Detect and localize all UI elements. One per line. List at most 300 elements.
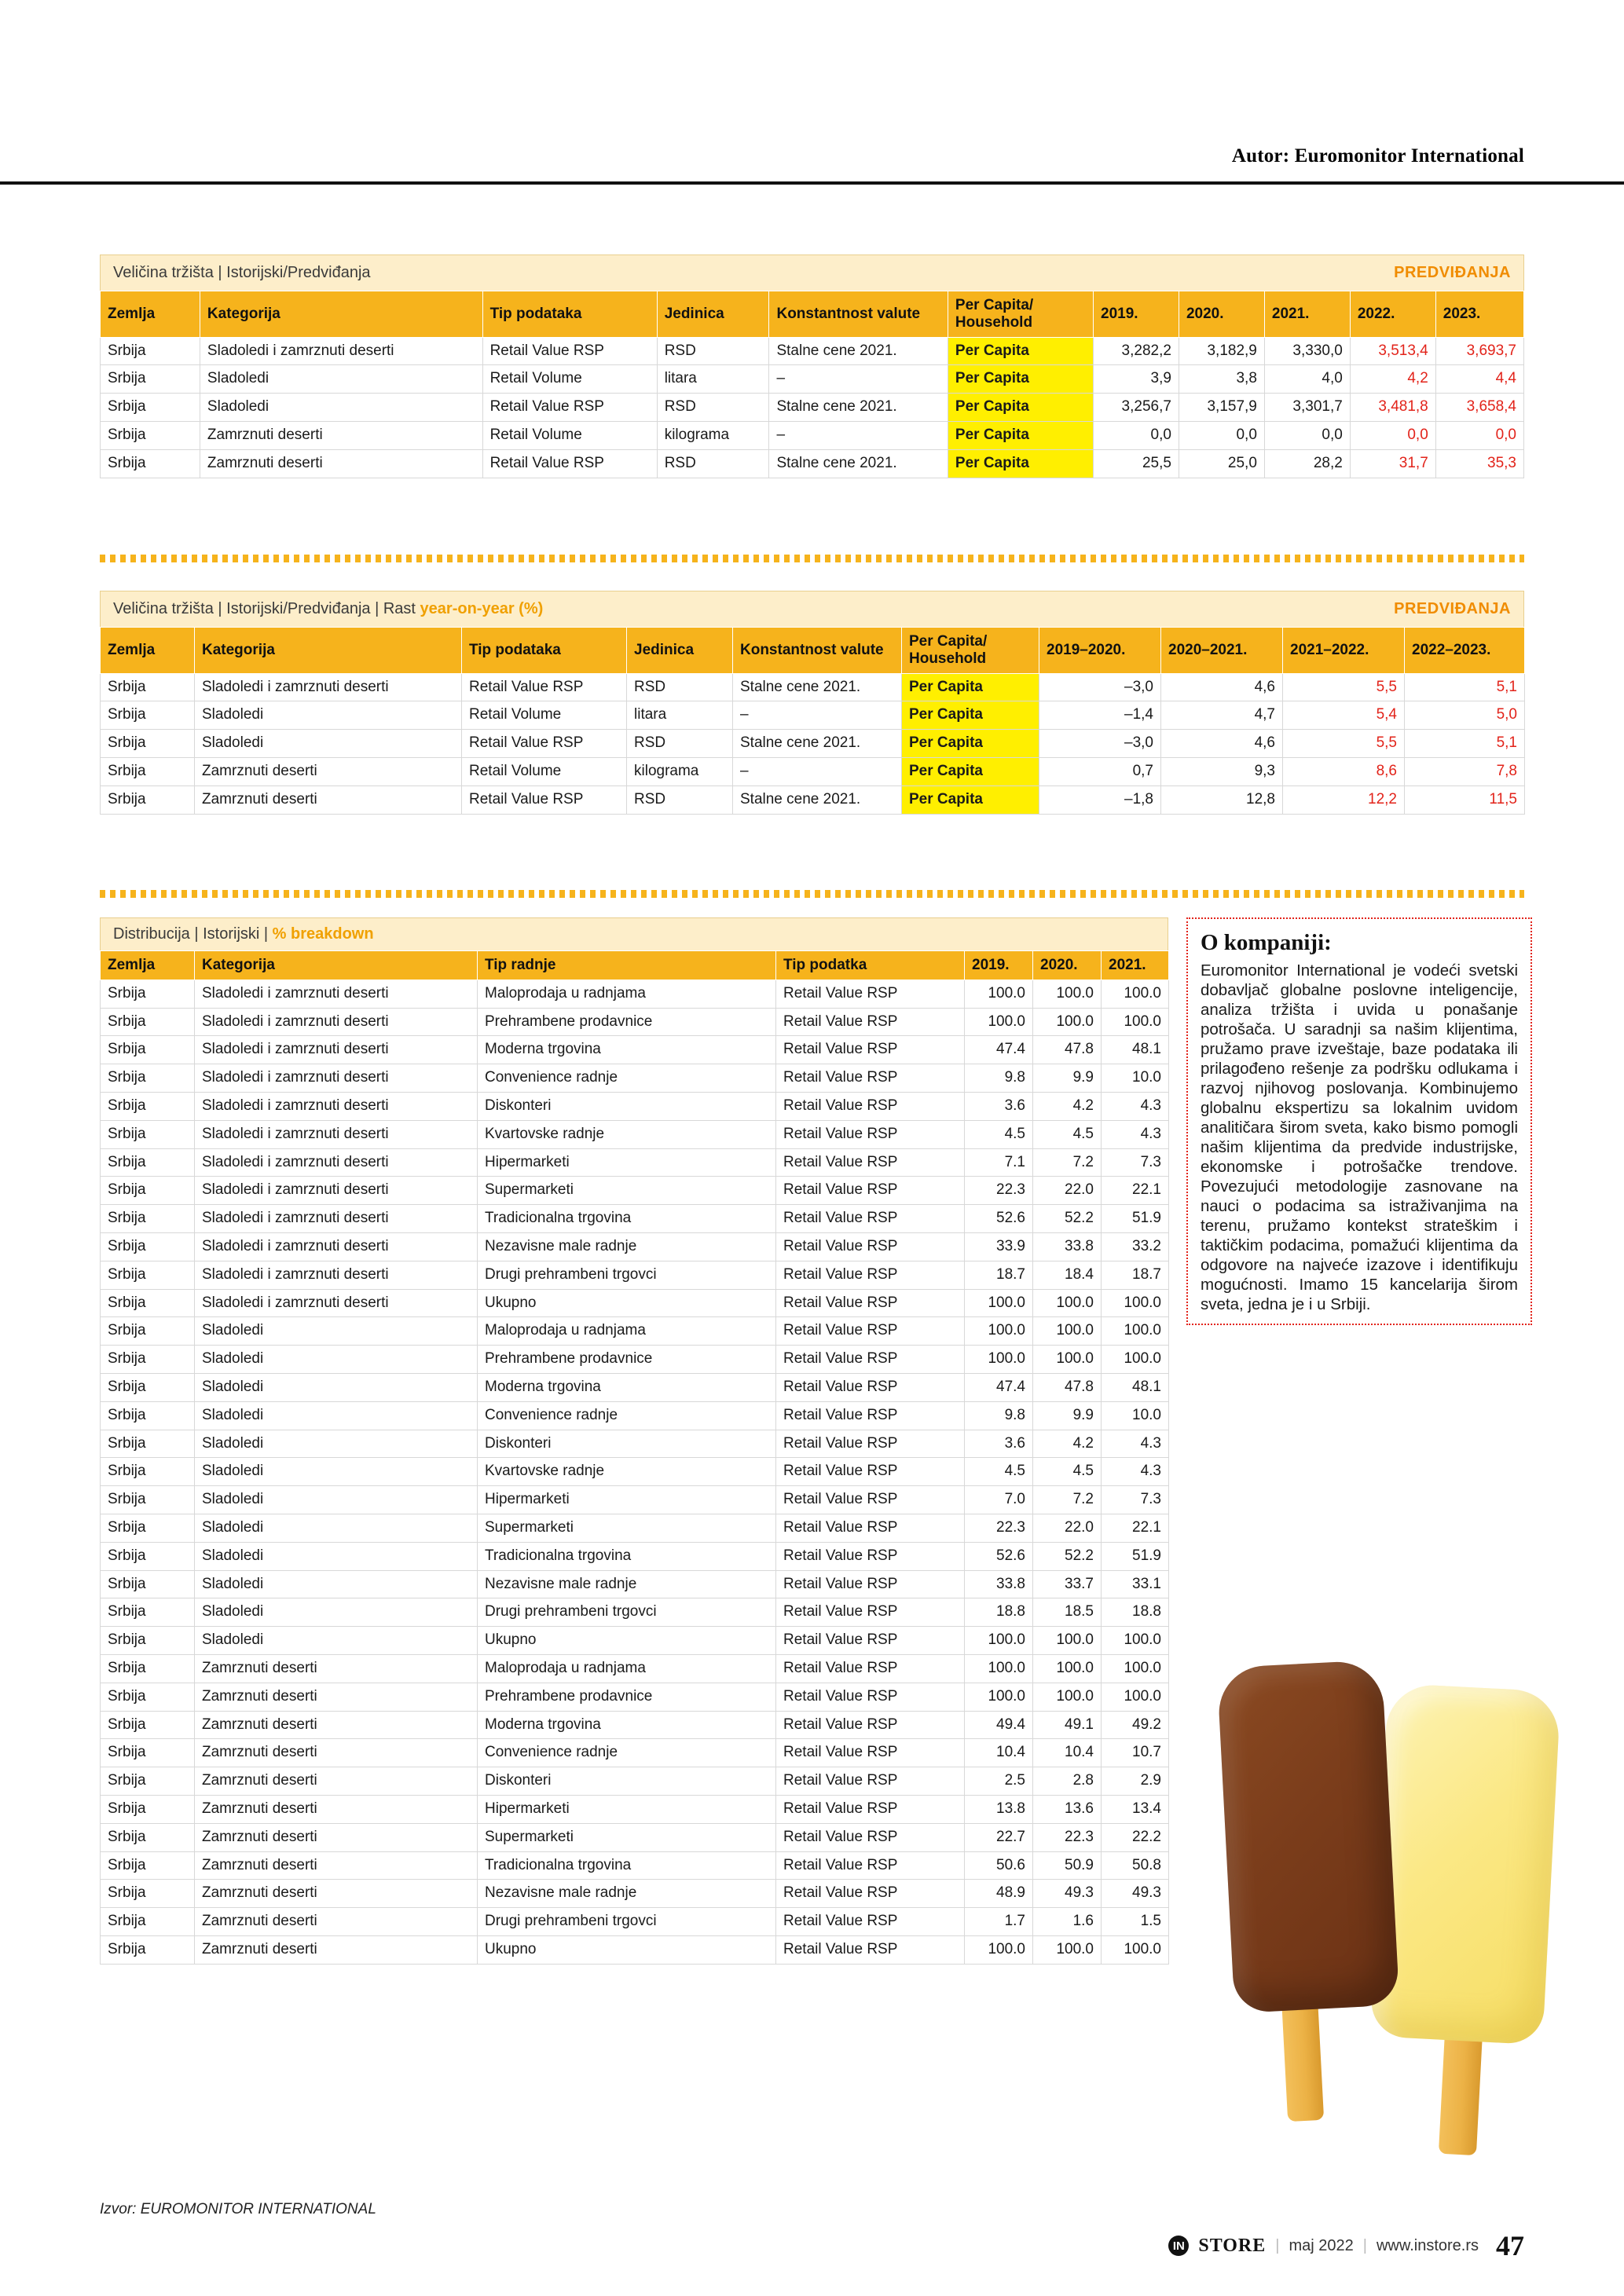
cell-r8-c2: Sladoledi i zamrznuti deserti [195, 1177, 478, 1205]
cell-r5-c3: Diskonteri [478, 1093, 776, 1121]
cell-r6-c2: Sladoledi i zamrznuti deserti [195, 1120, 478, 1148]
ice-cream-illustration [1202, 1626, 1571, 2168]
column-header-8: 2020–2021. [1161, 628, 1283, 674]
cell-r1-c8: 4,6 [1161, 673, 1283, 701]
cell-r20-c6: 22.0 [1033, 1514, 1102, 1542]
cell-r4-c11: 0,0 [1435, 422, 1523, 450]
cell-r2-c2: Sladoledi i zamrznuti deserti [195, 1008, 478, 1036]
cell-r4-c3: Convenience radnje [478, 1064, 776, 1093]
cell-r24-c2: Sladoledi [195, 1627, 478, 1655]
cell-r4-c3: Retail Volume [482, 422, 657, 450]
cell-r5-c4: Retail Value RSP [776, 1093, 965, 1121]
cell-r19-c2: Sladoledi [195, 1486, 478, 1514]
cell-r2-c1: Srbija [101, 701, 195, 730]
growth-title-accent: year-on-year (%) [420, 600, 544, 617]
cell-r34-c7: 1.5 [1102, 1908, 1169, 1936]
cell-r5-c7: –1,8 [1039, 785, 1161, 814]
column-header-7: 2021. [1102, 951, 1169, 980]
table-row [101, 1908, 1169, 1936]
table-row [101, 1317, 1169, 1346]
cell-r19-c1: Srbija [101, 1486, 195, 1514]
cell-r5-c1: Srbija [101, 449, 200, 478]
cell-r18-c6: 4.5 [1033, 1458, 1102, 1486]
market-size-title-bar [100, 255, 1524, 291]
cell-r6-c4: Retail Value RSP [776, 1120, 965, 1148]
cell-r15-c1: Srbija [101, 1374, 195, 1402]
cell-r29-c3: Diskonteri [478, 1767, 776, 1796]
column-header-4: Jedinica [657, 291, 769, 338]
cell-r2-c9: 5,4 [1283, 701, 1405, 730]
cell-r4-c4: Retail Value RSP [776, 1064, 965, 1093]
column-header-7: 2019–2020. [1039, 628, 1161, 674]
cell-r34-c4: Retail Value RSP [776, 1908, 965, 1936]
cell-r21-c5: 52.6 [965, 1542, 1033, 1570]
cell-r9-c2: Sladoledi i zamrznuti deserti [195, 1205, 478, 1233]
cell-r9-c7: 51.9 [1102, 1205, 1169, 1233]
cell-r8-c3: Supermarketi [478, 1177, 776, 1205]
cell-r2-c10: 4,2 [1350, 365, 1435, 394]
cell-r35-c5: 100.0 [965, 1935, 1033, 1964]
cell-r16-c2: Sladoledi [195, 1401, 478, 1430]
cell-r15-c3: Moderna trgovina [478, 1374, 776, 1402]
cell-r23-c3: Drugi prehrambeni trgovci [478, 1598, 776, 1627]
growth-title-bar [100, 591, 1524, 627]
table-row [101, 1120, 1169, 1148]
distribution-title-bar [100, 917, 1168, 950]
cell-r9-c6: 52.2 [1033, 1205, 1102, 1233]
cell-r18-c7: 4.3 [1102, 1458, 1169, 1486]
cell-r1-c2: Sladoledi i zamrznuti deserti [200, 337, 482, 365]
cell-r21-c6: 52.2 [1033, 1542, 1102, 1570]
cell-r18-c1: Srbija [101, 1458, 195, 1486]
cell-r21-c4: Retail Value RSP [776, 1542, 965, 1570]
cell-r17-c2: Sladoledi [195, 1430, 478, 1458]
cell-r4-c2: Zamrznuti deserti [200, 422, 482, 450]
cell-r34-c5: 1.7 [965, 1908, 1033, 1936]
cell-r12-c2: Sladoledi i zamrznuti deserti [195, 1289, 478, 1317]
cell-r3-c2: Sladoledi i zamrznuti deserti [195, 1036, 478, 1064]
page-number: 47 [1496, 2230, 1524, 2261]
cell-r21-c1: Srbija [101, 1542, 195, 1570]
cell-r3-c9: 3,301,7 [1264, 394, 1350, 422]
table-row [101, 1739, 1169, 1767]
cell-r3-c5: 47.4 [965, 1036, 1033, 1064]
column-header-3: Tip podataka [462, 628, 627, 674]
cell-r18-c3: Kvartovske radnje [478, 1458, 776, 1486]
cell-r15-c2: Sladoledi [195, 1374, 478, 1402]
table-row [101, 1683, 1169, 1711]
table-row [101, 394, 1524, 422]
cell-r17-c6: 4.2 [1033, 1430, 1102, 1458]
cell-r21-c7: 51.9 [1102, 1542, 1169, 1570]
table-row [101, 1233, 1169, 1262]
footer-separator-2: | [1362, 2236, 1367, 2254]
cell-r3-c6: Per Capita [948, 394, 1093, 422]
website-url[interactable]: www.instore.rs [1376, 2236, 1479, 2254]
table-row [101, 1880, 1169, 1908]
table-row [101, 1767, 1169, 1796]
cell-r8-c1: Srbija [101, 1177, 195, 1205]
column-header-11: 2023. [1435, 291, 1523, 338]
cell-r3-c7: –3,0 [1039, 730, 1161, 758]
table-row [101, 1711, 1169, 1739]
cell-r1-c2: Sladoledi i zamrznuti deserti [195, 980, 478, 1008]
cell-r14-c5: 100.0 [965, 1346, 1033, 1374]
cell-r8-c7: 22.1 [1102, 1177, 1169, 1205]
cell-r35-c7: 100.0 [1102, 1935, 1169, 1964]
cell-r1-c1: Srbija [101, 337, 200, 365]
cell-r1-c9: 5,5 [1283, 673, 1405, 701]
cell-r1-c5: Stalne cene 2021. [733, 673, 902, 701]
cell-r28-c2: Zamrznuti deserti [195, 1739, 478, 1767]
column-header-6: 2020. [1033, 951, 1102, 980]
cell-r3-c1: Srbija [101, 730, 195, 758]
column-header-7: 2019. [1094, 291, 1179, 338]
cell-r4-c7: 10.0 [1102, 1064, 1169, 1093]
cell-r5-c2: Zamrznuti deserti [195, 785, 462, 814]
cell-r21-c3: Tradicionalna trgovina [478, 1542, 776, 1570]
ice-cream-stick-right [1439, 2030, 1483, 2155]
page-author: Autor: Euromonitor International [1231, 145, 1524, 167]
cell-r13-c2: Sladoledi [195, 1317, 478, 1346]
cell-r3-c5: Stalne cene 2021. [733, 730, 902, 758]
column-header-9: 2021–2022. [1283, 628, 1405, 674]
cell-r14-c3: Prehrambene prodavnice [478, 1346, 776, 1374]
instore-logo-icon: IN [1168, 2236, 1189, 2256]
company-text: Euromonitor International je vodeći svetski dobavljač globalne poslovne inteligencije, analiza tržišta i uvida u ponašanje potrošača. U saradnji sa našim klijentima, pružamo prave izveštaje, baze podataka ili prilagođeno rešenje za podršku odlukama i razvoj njihovog poslovanja. Kombinujemo globalnu ekspertizu sa lokalnim uvidom analitičara širom sveta, kako bismo pomogli našim klijentima da predvide industrijske, ekonomske i potrošačke trendove. Povezujući metodologije zasnovane na nauci o podacima sa istraživanjima na terenu, pružamo kontekst strateškim i taktičkim podacima, pomažući klijentima da odgovore na najveće izazove i identifikuju mogućnosti. Imamo 15 kancelarija širom sveta, jedna je i u Srbiji. [1201, 961, 1518, 1313]
growth-forecast-label: PREDVIĐANJA [1394, 600, 1511, 617]
section-separator-1 [100, 555, 1524, 562]
cell-r5-c4: RSD [657, 449, 769, 478]
table-row [101, 1458, 1169, 1486]
cell-r4-c10: 7,8 [1405, 758, 1525, 786]
cell-r33-c2: Zamrznuti deserti [195, 1880, 478, 1908]
cell-r4-c6: Per Capita [902, 758, 1039, 786]
cell-r32-c6: 50.9 [1033, 1851, 1102, 1880]
cell-r32-c4: Retail Value RSP [776, 1851, 965, 1880]
cell-r7-c4: Retail Value RSP [776, 1148, 965, 1177]
cell-r5-c3: Retail Value RSP [482, 449, 657, 478]
cell-r29-c2: Zamrznuti deserti [195, 1767, 478, 1796]
cell-r16-c7: 10.0 [1102, 1401, 1169, 1430]
cell-r26-c6: 100.0 [1033, 1683, 1102, 1711]
cell-r3-c2: Sladoledi [195, 730, 462, 758]
growth-title-text: Veličina tržišta | Istorijski/Predviđanja | Rast [113, 600, 420, 617]
column-header-10: 2022–2023. [1405, 628, 1525, 674]
cell-r9-c4: Retail Value RSP [776, 1205, 965, 1233]
cell-r23-c5: 18.8 [965, 1598, 1033, 1627]
cell-r26-c7: 100.0 [1102, 1683, 1169, 1711]
cell-r12-c4: Retail Value RSP [776, 1289, 965, 1317]
cell-r17-c7: 4.3 [1102, 1430, 1169, 1458]
cell-r1-c3: Maloprodaja u radnjama [478, 980, 776, 1008]
cell-r1-c2: Sladoledi i zamrznuti deserti [195, 673, 462, 701]
cell-r12-c6: 100.0 [1033, 1289, 1102, 1317]
table-header-row [101, 628, 1525, 674]
cell-r14-c7: 100.0 [1102, 1346, 1169, 1374]
cell-r3-c1: Srbija [101, 1036, 195, 1064]
table-row [101, 1093, 1169, 1121]
column-header-5: Konstantnost valute [733, 628, 902, 674]
cell-r1-c10: 3,513,4 [1350, 337, 1435, 365]
column-header-2: Kategorija [200, 291, 482, 338]
growth-table [100, 627, 1525, 815]
cell-r2-c8: 3,8 [1179, 365, 1264, 394]
column-header-6: Per Capita/ Household [902, 628, 1039, 674]
growth-title [113, 600, 1394, 618]
cell-r31-c6: 22.3 [1033, 1823, 1102, 1851]
cell-r18-c4: Retail Value RSP [776, 1458, 965, 1486]
cell-r31-c5: 22.7 [965, 1823, 1033, 1851]
cell-r6-c5: 4.5 [965, 1120, 1033, 1148]
cell-r5-c5: Stalne cene 2021. [733, 785, 902, 814]
cell-r35-c2: Zamrznuti deserti [195, 1935, 478, 1964]
table-row [101, 1542, 1169, 1570]
cell-r10-c5: 33.9 [965, 1233, 1033, 1262]
ice-cream-stick-left [1281, 1994, 1324, 2122]
table-header-row [101, 291, 1524, 338]
cell-r2-c7: –1,4 [1039, 701, 1161, 730]
cell-r4-c10: 0,0 [1350, 422, 1435, 450]
table-row [101, 1486, 1169, 1514]
cell-r27-c4: Retail Value RSP [776, 1711, 965, 1739]
cell-r29-c6: 2.8 [1033, 1767, 1102, 1796]
cell-r31-c7: 22.2 [1102, 1823, 1169, 1851]
cell-r19-c5: 7.0 [965, 1486, 1033, 1514]
cell-r28-c5: 10.4 [965, 1739, 1033, 1767]
cell-r34-c6: 1.6 [1033, 1908, 1102, 1936]
cell-r13-c6: 100.0 [1033, 1317, 1102, 1346]
cell-r22-c1: Srbija [101, 1570, 195, 1598]
cell-r2-c4: litara [657, 365, 769, 394]
cell-r3-c6: 47.8 [1033, 1036, 1102, 1064]
cell-r10-c1: Srbija [101, 1233, 195, 1262]
market-size-table [100, 291, 1524, 478]
cell-r2-c3: Prehrambene prodavnice [478, 1008, 776, 1036]
distribution-title-accent: % breakdown [272, 925, 374, 943]
cell-r1-c4: Retail Value RSP [776, 980, 965, 1008]
cell-r10-c2: Sladoledi i zamrznuti deserti [195, 1233, 478, 1262]
column-header-1: Zemlja [101, 628, 195, 674]
growth-block [100, 591, 1524, 815]
cell-r3-c3: Retail Value RSP [462, 730, 627, 758]
cell-r20-c1: Srbija [101, 1514, 195, 1542]
cell-r4-c5: – [769, 422, 948, 450]
cell-r5-c10: 31,7 [1350, 449, 1435, 478]
cell-r21-c2: Sladoledi [195, 1542, 478, 1570]
cell-r3-c2: Sladoledi [200, 394, 482, 422]
cell-r4-c8: 9,3 [1161, 758, 1283, 786]
cell-r1-c6: 100.0 [1033, 980, 1102, 1008]
cell-r32-c2: Zamrznuti deserti [195, 1851, 478, 1880]
table-row [101, 1374, 1169, 1402]
cell-r2-c6: 100.0 [1033, 1008, 1102, 1036]
cell-r27-c5: 49.4 [965, 1711, 1033, 1739]
distribution-table [100, 950, 1169, 1965]
column-header-6: Per Capita/ Household [948, 291, 1093, 338]
cell-r3-c1: Srbija [101, 394, 200, 422]
column-header-9: 2021. [1264, 291, 1350, 338]
cell-r30-c3: Hipermarketi [478, 1795, 776, 1823]
cell-r4-c2: Zamrznuti deserti [195, 758, 462, 786]
table-row [101, 365, 1524, 394]
cell-r2-c4: litara [627, 701, 733, 730]
cell-r24-c6: 100.0 [1033, 1627, 1102, 1655]
cell-r23-c1: Srbija [101, 1598, 195, 1627]
cell-r29-c5: 2.5 [965, 1767, 1033, 1796]
cell-r16-c3: Convenience radnje [478, 1401, 776, 1430]
cell-r26-c3: Prehrambene prodavnice [478, 1683, 776, 1711]
table-header-row [101, 951, 1169, 980]
cell-r7-c5: 7.1 [965, 1148, 1033, 1177]
cell-r26-c1: Srbija [101, 1683, 195, 1711]
cell-r27-c6: 49.1 [1033, 1711, 1102, 1739]
cell-r3-c8: 3,157,9 [1179, 394, 1264, 422]
cell-r2-c5: 100.0 [965, 1008, 1033, 1036]
cell-r1-c1: Srbija [101, 673, 195, 701]
cell-r25-c4: Retail Value RSP [776, 1654, 965, 1683]
cell-r1-c7: 3,282,2 [1094, 337, 1179, 365]
cell-r13-c4: Retail Value RSP [776, 1317, 965, 1346]
cell-r5-c8: 25,0 [1179, 449, 1264, 478]
column-header-4: Jedinica [627, 628, 733, 674]
cell-r24-c3: Ukupno [478, 1627, 776, 1655]
cell-r1-c4: RSD [627, 673, 733, 701]
cell-r22-c7: 33.1 [1102, 1570, 1169, 1598]
cell-r33-c4: Retail Value RSP [776, 1880, 965, 1908]
cell-r4-c6: 9.9 [1033, 1064, 1102, 1093]
cell-r26-c4: Retail Value RSP [776, 1683, 965, 1711]
cell-r31-c4: Retail Value RSP [776, 1823, 965, 1851]
cell-r31-c1: Srbija [101, 1823, 195, 1851]
column-header-1: Zemlja [101, 291, 200, 338]
cell-r5-c2: Sladoledi i zamrznuti deserti [195, 1093, 478, 1121]
cell-r11-c5: 18.7 [965, 1261, 1033, 1289]
cell-r27-c2: Zamrznuti deserti [195, 1711, 478, 1739]
cell-r17-c1: Srbija [101, 1430, 195, 1458]
table-body [101, 337, 1524, 478]
cell-r6-c1: Srbija [101, 1120, 195, 1148]
cell-r3-c3: Retail Value RSP [482, 394, 657, 422]
cell-r9-c1: Srbija [101, 1205, 195, 1233]
cell-r12-c7: 100.0 [1102, 1289, 1169, 1317]
cell-r16-c1: Srbija [101, 1401, 195, 1430]
cell-r5-c10: 11,5 [1405, 785, 1525, 814]
cell-r4-c6: Per Capita [948, 422, 1093, 450]
cell-r2-c3: Retail Volume [482, 365, 657, 394]
cell-r4-c4: kilograma [657, 422, 769, 450]
column-header-1: Zemlja [101, 951, 195, 980]
cell-r12-c3: Ukupno [478, 1289, 776, 1317]
cell-r11-c2: Sladoledi i zamrznuti deserti [195, 1261, 478, 1289]
table-row [101, 449, 1524, 478]
column-header-4: Tip podatka [776, 951, 965, 980]
cell-r30-c6: 13.6 [1033, 1795, 1102, 1823]
distribution-title [113, 925, 1155, 943]
cell-r8-c4: Retail Value RSP [776, 1177, 965, 1205]
cell-r25-c7: 100.0 [1102, 1654, 1169, 1683]
cell-r22-c5: 33.8 [965, 1570, 1033, 1598]
cell-r28-c6: 10.4 [1033, 1739, 1102, 1767]
cell-r3-c4: Retail Value RSP [776, 1036, 965, 1064]
cell-r31-c3: Supermarketi [478, 1823, 776, 1851]
cell-r1-c7: 100.0 [1102, 980, 1169, 1008]
cell-r11-c1: Srbija [101, 1261, 195, 1289]
cell-r32-c1: Srbija [101, 1851, 195, 1880]
cell-r10-c4: Retail Value RSP [776, 1233, 965, 1262]
cell-r2-c11: 4,4 [1435, 365, 1523, 394]
distribution-block [100, 917, 1168, 1965]
cell-r23-c6: 18.5 [1033, 1598, 1102, 1627]
cell-r3-c7: 3,256,7 [1094, 394, 1179, 422]
cell-r31-c2: Zamrznuti deserti [195, 1823, 478, 1851]
table-row [101, 730, 1525, 758]
cell-r14-c1: Srbija [101, 1346, 195, 1374]
cell-r1-c11: 3,693,7 [1435, 337, 1523, 365]
chocolate-ice-cream-bar [1217, 1660, 1400, 2013]
cell-r26-c2: Zamrznuti deserti [195, 1683, 478, 1711]
page-footer [1168, 2229, 1524, 2262]
cell-r2-c8: 4,7 [1161, 701, 1283, 730]
table-row [101, 1008, 1169, 1036]
cell-r34-c1: Srbija [101, 1908, 195, 1936]
cell-r12-c5: 100.0 [965, 1289, 1033, 1317]
table-row [101, 1177, 1169, 1205]
cell-r28-c4: Retail Value RSP [776, 1739, 965, 1767]
cell-r29-c7: 2.9 [1102, 1767, 1169, 1796]
cell-r10-c6: 33.8 [1033, 1233, 1102, 1262]
cell-r1-c4: RSD [657, 337, 769, 365]
cell-r23-c4: Retail Value RSP [776, 1598, 965, 1627]
cell-r1-c3: Retail Value RSP [462, 673, 627, 701]
section-separator-2 [100, 890, 1524, 898]
cell-r11-c6: 18.4 [1033, 1261, 1102, 1289]
table-row [101, 337, 1524, 365]
cell-r2-c7: 100.0 [1102, 1008, 1169, 1036]
cell-r2-c4: Retail Value RSP [776, 1008, 965, 1036]
cell-r25-c6: 100.0 [1033, 1654, 1102, 1683]
market-size-forecast-label: PREDVIĐANJA [1394, 264, 1511, 281]
table-row [101, 1036, 1169, 1064]
table-row [101, 785, 1525, 814]
cell-r29-c1: Srbija [101, 1767, 195, 1796]
cell-r5-c9: 12,2 [1283, 785, 1405, 814]
cell-r30-c7: 13.4 [1102, 1795, 1169, 1823]
cell-r5-c1: Srbija [101, 785, 195, 814]
cell-r25-c1: Srbija [101, 1654, 195, 1683]
cell-r3-c6: Per Capita [902, 730, 1039, 758]
cell-r18-c2: Sladoledi [195, 1458, 478, 1486]
cell-r11-c7: 18.7 [1102, 1261, 1169, 1289]
cell-r5-c1: Srbija [101, 1093, 195, 1121]
table-row [101, 758, 1525, 786]
cell-r1-c7: –3,0 [1039, 673, 1161, 701]
cell-r17-c4: Retail Value RSP [776, 1430, 965, 1458]
cell-r5-c6: Per Capita [902, 785, 1039, 814]
cell-r22-c2: Sladoledi [195, 1570, 478, 1598]
cell-r5-c4: RSD [627, 785, 733, 814]
cell-r27-c3: Moderna trgovina [478, 1711, 776, 1739]
cell-r4-c5: 9.8 [965, 1064, 1033, 1093]
cell-r24-c4: Retail Value RSP [776, 1627, 965, 1655]
table-row [101, 701, 1525, 730]
cell-r22-c6: 33.7 [1033, 1570, 1102, 1598]
cell-r20-c7: 22.1 [1102, 1514, 1169, 1542]
cell-r25-c2: Zamrznuti deserti [195, 1654, 478, 1683]
cell-r32-c3: Tradicionalna trgovina [478, 1851, 776, 1880]
cell-r3-c11: 3,658,4 [1435, 394, 1523, 422]
cell-r8-c6: 22.0 [1033, 1177, 1102, 1205]
